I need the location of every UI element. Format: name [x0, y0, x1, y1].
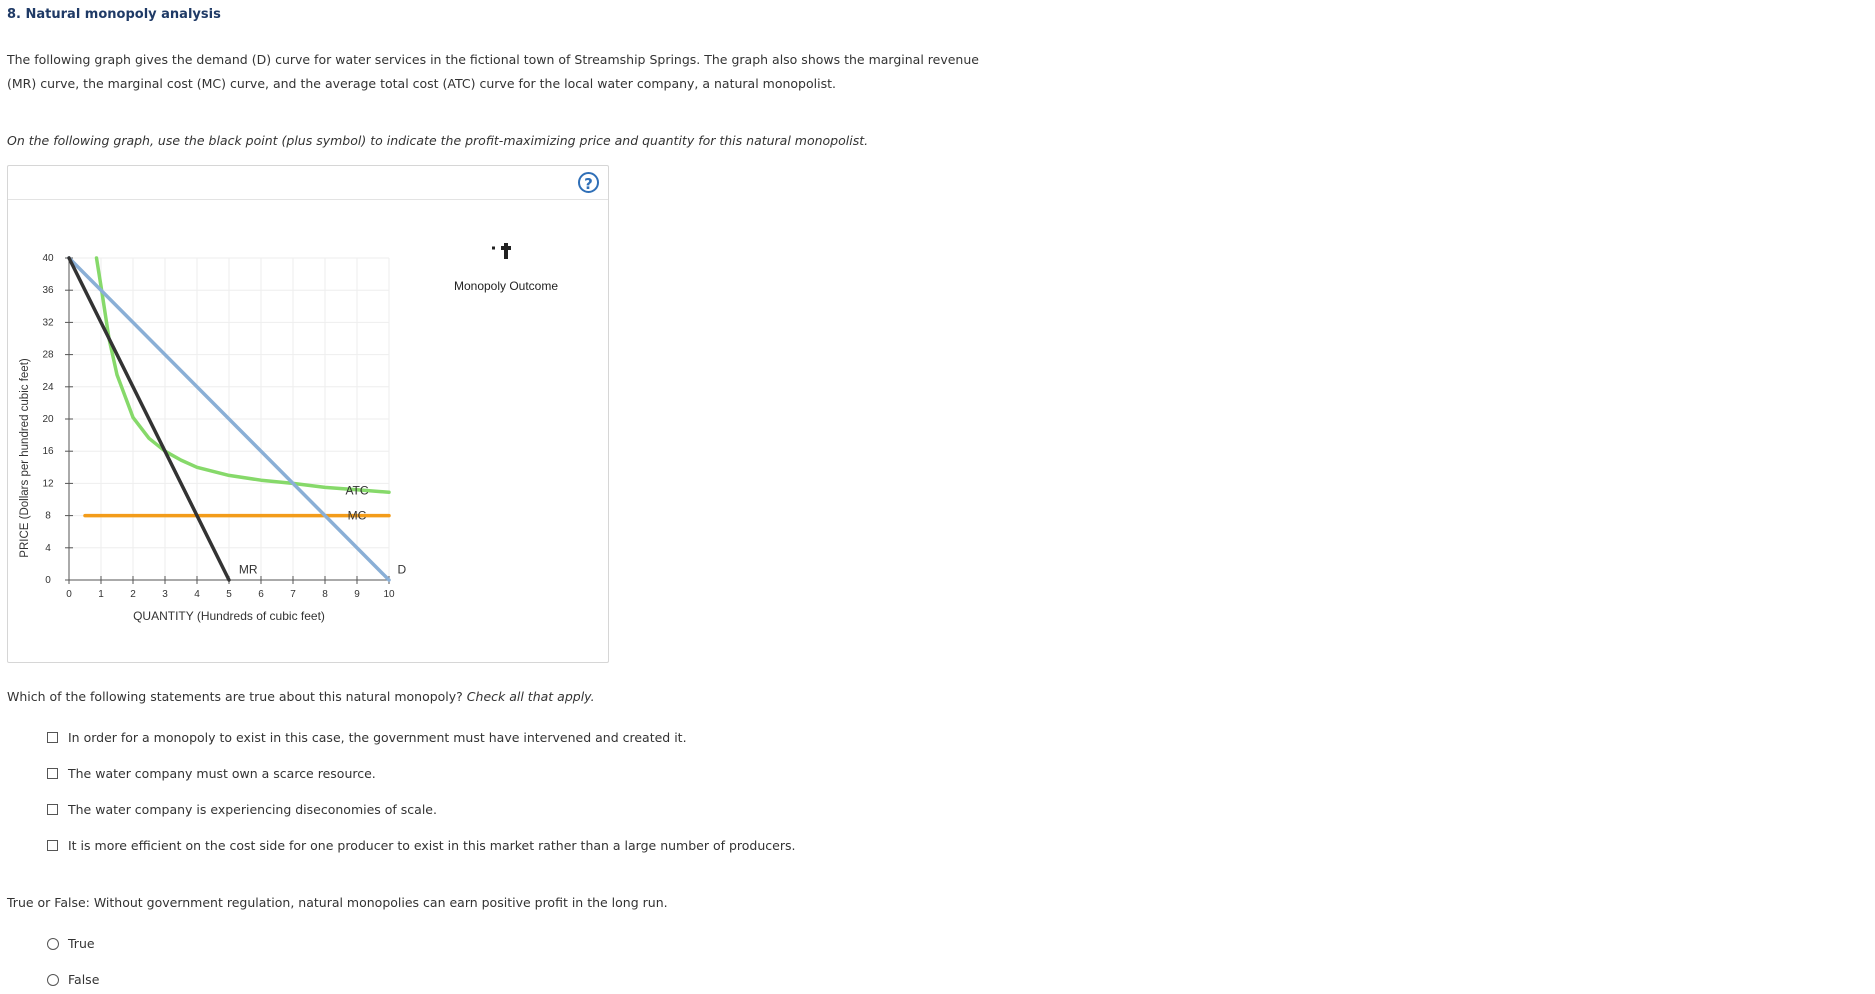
y-tick-label: 20 — [42, 414, 54, 425]
checkbox-option-1[interactable] — [47, 730, 687, 745]
x-axis-label: QUANTITY (Hundreds of cubic feet) — [133, 609, 325, 623]
x-tick-label: 2 — [130, 589, 136, 600]
y-tick-label: 36 — [42, 285, 54, 297]
x-tick-label: 3 — [162, 589, 168, 600]
intro-paragraph: The following graph gives the demand (D) curve for water services in the fictional town of Streamship Springs. The graph also shows the marginal revenue (MR) curve, the marginal cost (MC) curve, and the average total cost (ATC) curve for the local water company, a natural monopolist. — [7, 52, 979, 91]
radio-option-false[interactable] — [47, 972, 99, 987]
x-tick-label: 8 — [322, 589, 328, 600]
x-tick-label: 10 — [383, 589, 395, 600]
radio-true[interactable] — [47, 938, 59, 950]
monopoly-graph[interactable] — [8, 166, 608, 662]
question-circle-icon[interactable]: ? — [578, 172, 599, 193]
y-axis-label: PRICE (Dollars per hundred cubic feet) — [19, 358, 31, 558]
y-tick-label: 40 — [42, 253, 54, 264]
x-tick-label: 9 — [354, 589, 360, 600]
checkbox-4[interactable] — [47, 840, 58, 851]
checkbox-option-3[interactable] — [47, 802, 437, 817]
series-atc-line — [97, 258, 390, 492]
y-tick-label: 4 — [45, 542, 51, 554]
question-title: 8. Natural monopoly analysis — [7, 7, 221, 22]
radio-option-true[interactable] — [47, 936, 95, 951]
curve-label-d: D — [397, 562, 407, 577]
y-tick-label: 0 — [45, 575, 51, 586]
checkbox-label-2[interactable]: The water company must own a scarce resource. — [68, 766, 376, 781]
x-tick-label: 0 — [66, 589, 72, 600]
checkbox-1[interactable] — [47, 732, 58, 743]
y-tick-label: 8 — [45, 510, 51, 522]
checkbox-label-1[interactable]: In order for a monopoly to exist in this case, the government must have intervened and created it. — [68, 730, 687, 745]
curve-label-mr: MR — [238, 562, 258, 577]
y-tick-label: 16 — [42, 446, 54, 458]
plus-point-icon[interactable] — [492, 243, 511, 259]
checkbox-option-2[interactable] — [47, 766, 376, 781]
x-tick-label: 4 — [194, 589, 200, 600]
checkbox-option-4[interactable] — [47, 838, 795, 853]
checkbox-2[interactable] — [47, 768, 58, 779]
curve-label-mc: MC — [347, 508, 367, 523]
checkbox-label-4[interactable]: It is more efficient on the cost side for one producer to exist in this market rather than a large number of producers. — [68, 838, 796, 853]
statements-prompt-hint: Check all that apply. — [466, 689, 595, 704]
radio-label-true[interactable]: True — [68, 936, 95, 951]
x-tick-label: 7 — [290, 589, 296, 600]
y-tick-label: 28 — [42, 349, 54, 361]
true-false-question: True or False: Without government regulation, natural monopolies can earn positive profit in the long run. — [7, 895, 668, 910]
monopoly-outcome-label: Monopoly Outcome — [453, 279, 559, 293]
statements-question — [7, 689, 595, 704]
checkbox-3[interactable] — [47, 804, 58, 815]
monopoly-outcome-tool[interactable] — [492, 243, 511, 259]
x-tick-label: 5 — [226, 589, 232, 600]
curve-label-atc: ATC — [345, 483, 369, 498]
radio-label-false[interactable]: False — [68, 972, 100, 987]
statements-prompt: Which of the following statements are true about this natural monopoly? — [7, 689, 463, 704]
x-tick-label: 6 — [258, 589, 264, 600]
x-tick-label: 1 — [98, 589, 104, 600]
graph-instruction: On the following graph, use the black point (plus symbol) to indicate the profit-maximizing price and quantity for this natural monopolist. — [7, 133, 869, 148]
checkbox-label-3[interactable]: The water company is experiencing diseconomies of scale. — [68, 802, 437, 817]
y-tick-label: 12 — [42, 478, 54, 490]
radio-false[interactable] — [47, 974, 59, 986]
y-tick-label: 32 — [42, 317, 54, 329]
graph-panel — [7, 165, 609, 663]
y-tick-label: 24 — [42, 381, 54, 393]
